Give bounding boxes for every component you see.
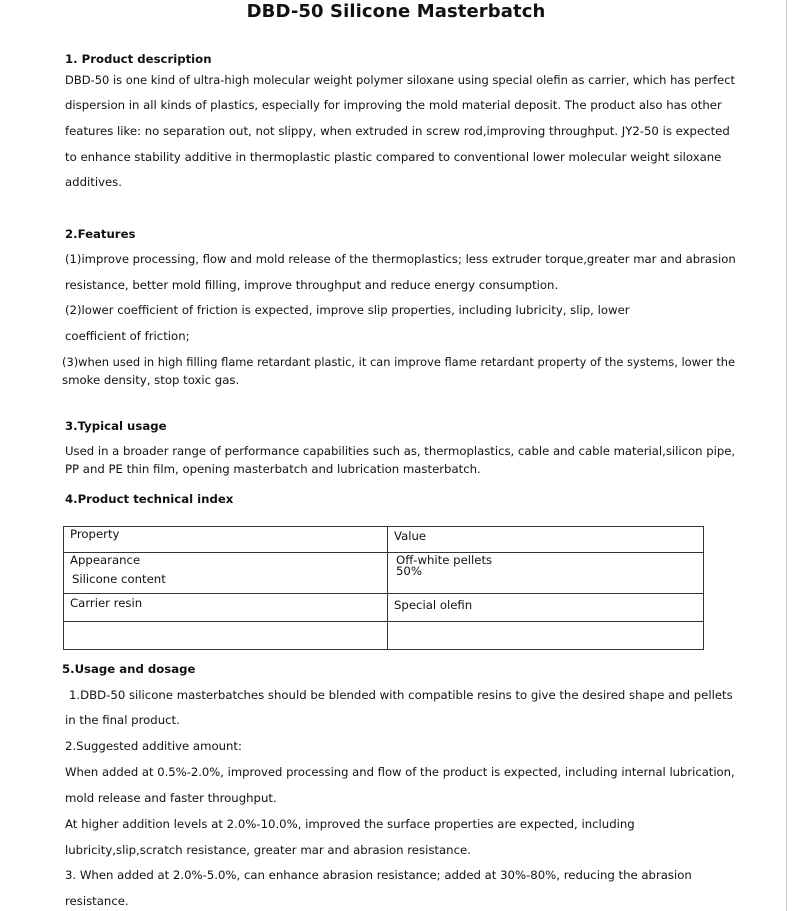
- description-line: to enhance stability additive in thermoplastic plastic compared to conventional lower molecular weight siloxane: [65, 150, 722, 164]
- document-title: DBD-50 Silicone Masterbatch: [246, 1, 546, 22]
- description-line: DBD-50 is one kind of ultra-high molecular weight polymer siloxane using special olefin as carrier, which has perfect: [65, 73, 736, 87]
- dosage-line: resistance.: [65, 894, 129, 908]
- features-line: smoke density, stop toxic gas.: [62, 373, 240, 387]
- table-cell-property: Carrier resin: [64, 594, 388, 622]
- features-line: resistance, better mold filling, improve throughput and reduce energy consumption.: [65, 278, 559, 292]
- features-line: (1)improve processing, flow and mold release of the thermoplastics; less extruder torque,greater mar and abrasion: [65, 252, 736, 266]
- table-cell-value: [388, 622, 704, 650]
- page-edge-line: [786, 0, 787, 911]
- table-header-property: Property: [64, 527, 388, 553]
- property-silicone-content: Silicone content: [72, 572, 166, 586]
- technical-index-table: [63, 526, 704, 650]
- value-silicone-content: 50%: [396, 564, 422, 578]
- table-cell-value: Special olefin: [388, 594, 704, 622]
- usage-line: Used in a broader range of performance capabilities such as, thermoplastics, cable and cable material,silicon pipe,: [65, 444, 736, 458]
- dosage-line: When added at 0.5%-2.0%, improved processing and flow of the product is expected, including internal lubrication,: [65, 765, 735, 779]
- section-heading-technical: 4.Product technical index: [65, 492, 234, 506]
- dosage-line: 2.Suggested additive amount:: [65, 739, 242, 753]
- dosage-line: At higher addition levels at 2.0%-10.0%, improved the surface properties are expected, including: [65, 817, 635, 831]
- table-header-value: Value: [388, 527, 704, 553]
- table-header-row: [64, 527, 704, 553]
- usage-line: PP and PE thin film, opening masterbatch and lubrication masterbatch.: [65, 462, 481, 476]
- features-line: (3)when used in high filling flame retardant plastic, it can improve flame retardant property of the systems, lower the: [62, 355, 736, 369]
- description-line: dispersion in all kinds of plastics, especially for improving the mold material deposit. The product also has other: [65, 98, 722, 112]
- dosage-line: 3. When added at 2.0%-5.0%, can enhance abrasion resistance; added at 30%-80%, reducing the abrasion: [65, 868, 692, 882]
- table-row: [64, 594, 704, 622]
- table-cell-value: [388, 553, 704, 594]
- table-cell-property: [64, 622, 388, 650]
- features-line: (2)lower coefficient of friction is expected, improve slip properties, including lubricity, slip, lower: [65, 303, 630, 317]
- features-line: coefficient of friction;: [65, 329, 190, 343]
- section-heading-description: 1. Product description: [65, 52, 212, 66]
- dosage-line: mold release and faster throughput.: [65, 791, 277, 805]
- table-row: [64, 622, 704, 650]
- description-line: additives.: [65, 175, 122, 189]
- dosage-line: in the final product.: [65, 713, 180, 727]
- property-appearance: Appearance: [70, 553, 141, 567]
- table-cell-property: [64, 553, 388, 594]
- description-line: features like: no separation out, not slippy, when extruded in screw rod,improving throughput. JY2-50 is expected: [65, 124, 730, 138]
- table-row: [64, 553, 704, 594]
- section-heading-usage: 3.Typical usage: [65, 419, 167, 433]
- section-heading-dosage: 5.Usage and dosage: [62, 662, 196, 676]
- dosage-line: 1.DBD-50 silicone masterbatches should be blended with compatible resins to give the desired shape and pellets: [69, 688, 733, 702]
- section-heading-features: 2.Features: [65, 227, 136, 241]
- value-appearance: Off-white pellets: [396, 553, 493, 567]
- dosage-line: lubricity,slip,scratch resistance, greater mar and abrasion resistance.: [65, 843, 471, 857]
